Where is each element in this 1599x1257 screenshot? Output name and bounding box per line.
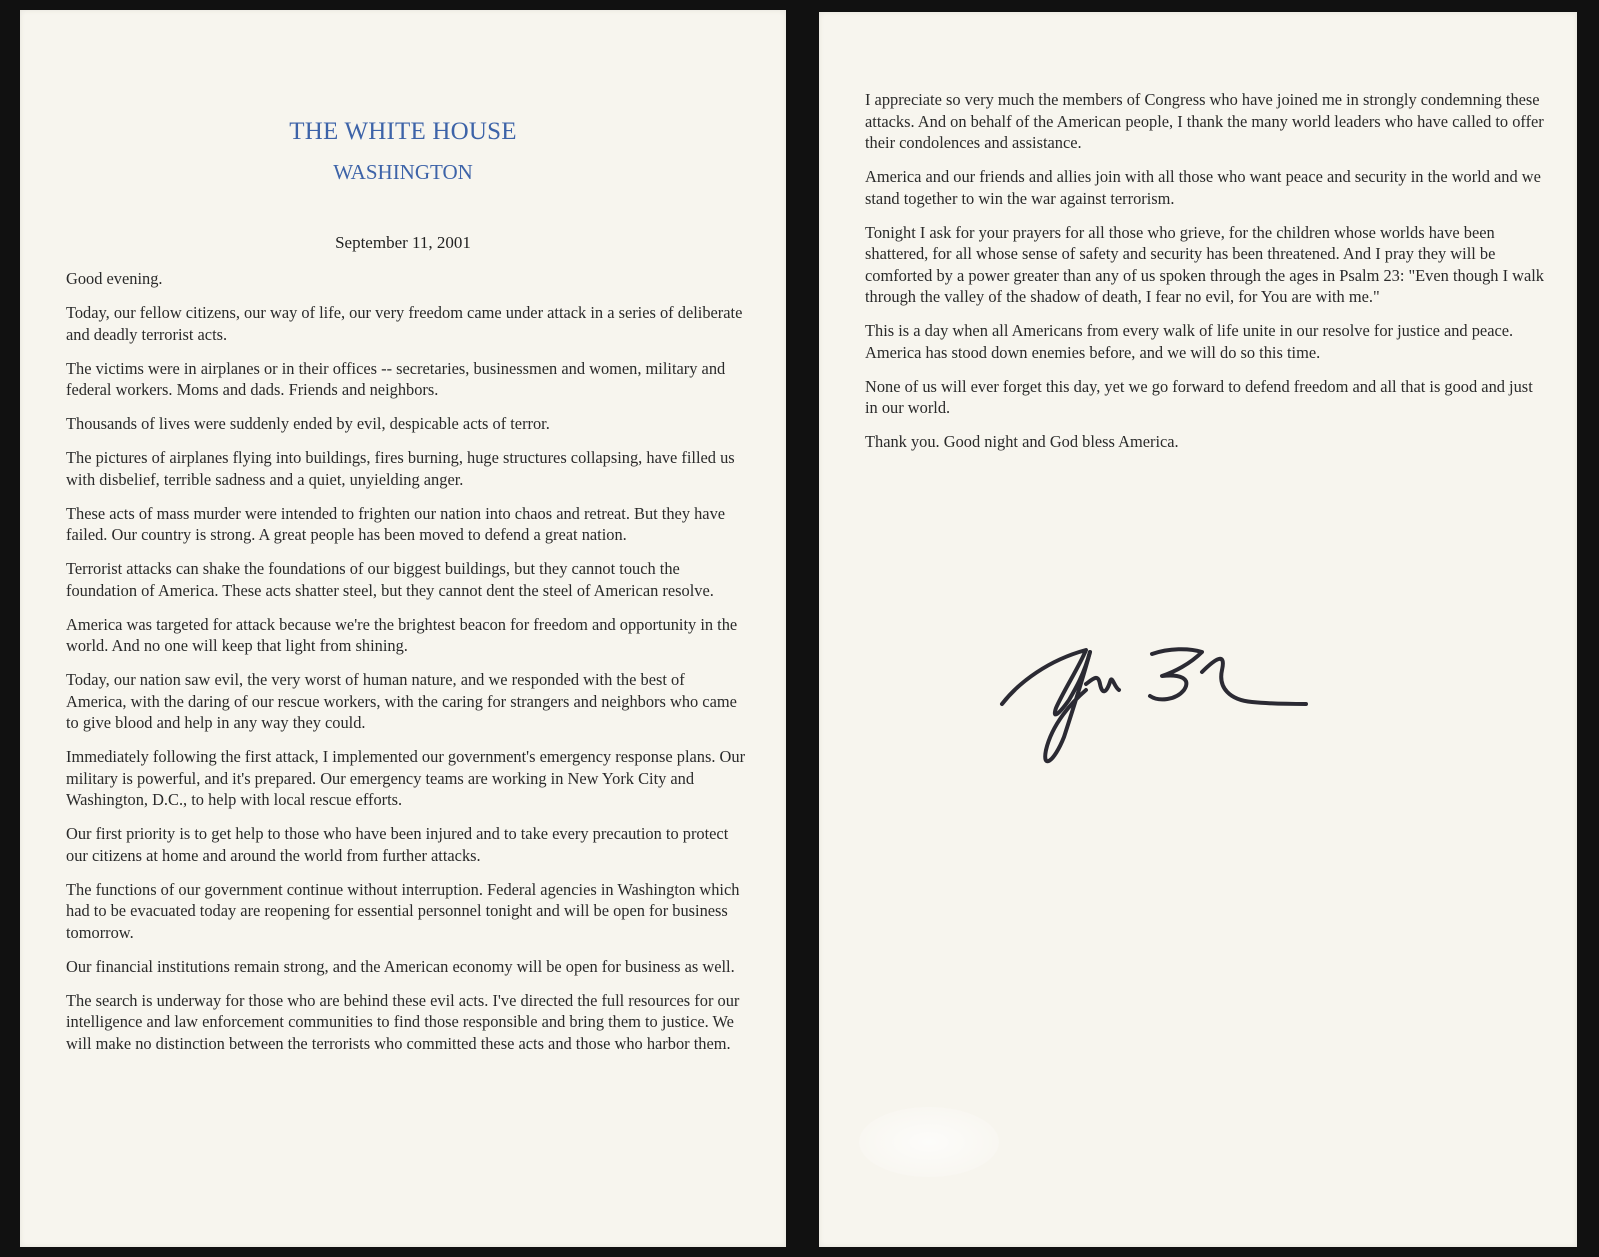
- paragraph: This is a day when all Americans from every walk of life unite in our resolve for justice and peace. America has stood down enemies before, and we will do so this time.: [865, 321, 1514, 362]
- paragraph: None of us will ever forget this day, yet we go forward to defend freedom and all that is good and just in our world.: [865, 376, 1533, 417]
- paragraph: America and our friends and allies join with all those who want peace and security in the world and we stand together to win the war against terrorism.: [865, 167, 1541, 208]
- paragraph: The functions of our government continue without interruption. Federal agencies in Washington which had to be evacuated today are reopening for essential personnel tonight and will be open for business tomorrow.: [66, 879, 740, 942]
- paragraph: Our financial institutions remain strong, and the American economy will be open for business as well.: [66, 956, 735, 976]
- paragraph: Tonight I ask for your prayers for all those who grieve, for the children whose worlds have been shattered, for all whose sense of safety and security has been threatened. And I pray they will be comforted by a power greater than any of us spoken through the ages in Psalm 23: "Even though I walk through the valley of the shadow of death, I fear no evil, for You are with me.": [865, 222, 1544, 306]
- paragraph: Thank you. Good night and God bless America.: [865, 432, 1179, 451]
- paragraph: These acts of mass murder were intended to frighten our nation into chaos and retreat. But they have failed. Our country is strong. A great people has been moved to defend a great nation.: [66, 503, 726, 544]
- paragraph: The victims were in airplanes or in their offices -- secretaries, businessmen and women, military and federal workers. Moms and dads. Friends and neighbors.: [66, 358, 726, 399]
- letter-date: September 11, 2001: [335, 233, 471, 252]
- letter-page-2: [819, 12, 1577, 1247]
- paragraph: Today, our fellow citizens, our way of life, our very freedom came under attack in a series of deliberate and deadly terrorist acts.: [66, 303, 743, 344]
- paragraph: Immediately following the first attack, I implemented our government's emergency response plans. Our military is powerful, and it's prepared. Our emergency teams are working in New York City and Washington, D.C., to help with local rescue efforts.: [66, 747, 746, 809]
- paragraph: Thousands of lives were suddenly ended by evil, despicable acts of terror.: [66, 414, 550, 433]
- paragraph: America was targeted for attack because we're the brightest beacon for freedom and opportunity in the world. And no one will keep that light from shining.: [66, 614, 738, 655]
- page-2-body: [865, 89, 1545, 465]
- paragraph: Our first priority is to get help to those who have been injured and to take every precaution to protect our citizens at home and around the world from further attacks.: [66, 824, 729, 865]
- paper-watermark-mark: [859, 1107, 999, 1177]
- paragraph: Terrorist attacks can shake the foundations of our biggest buildings, but they cannot touch the foundation of America. These acts shatter steel, but they cannot dent the steel of American resolve.: [66, 559, 714, 600]
- letterhead-title: THE WHITE HOUSE: [289, 118, 517, 145]
- handwritten-signature-icon: [994, 612, 1324, 772]
- paragraph: I appreciate so very much the members of Congress who have joined me in strongly condemning these attacks. And on behalf of the American people, I thank the many world leaders who have called to offer their condolences and assistance.: [865, 90, 1544, 152]
- paragraph: Today, our nation saw evil, the very worst of human nature, and we responded with the best of America, with the daring of our rescue workers, with the caring for strangers and neighbors who came to give blood and help in any way they could.: [66, 670, 737, 732]
- page-1-body: [66, 268, 746, 1067]
- letterhead-subtitle: WASHINGTON: [333, 160, 473, 184]
- letter-page-1: [20, 10, 786, 1247]
- paragraph: The pictures of airplanes flying into buildings, fires burning, huge structures collapsing, have filled us with disbelief, terrible sadness and a quiet, unyielding anger.: [66, 448, 735, 489]
- paragraph: Good evening.: [66, 269, 163, 288]
- paragraph: The search is underway for those who are behind these evil acts. I've directed the full resources for our intelligence and law enforcement communities to find those responsible and bring them to justice. We will make no distinction between the terrorists who committed these acts and those who harbor them.: [66, 990, 740, 1053]
